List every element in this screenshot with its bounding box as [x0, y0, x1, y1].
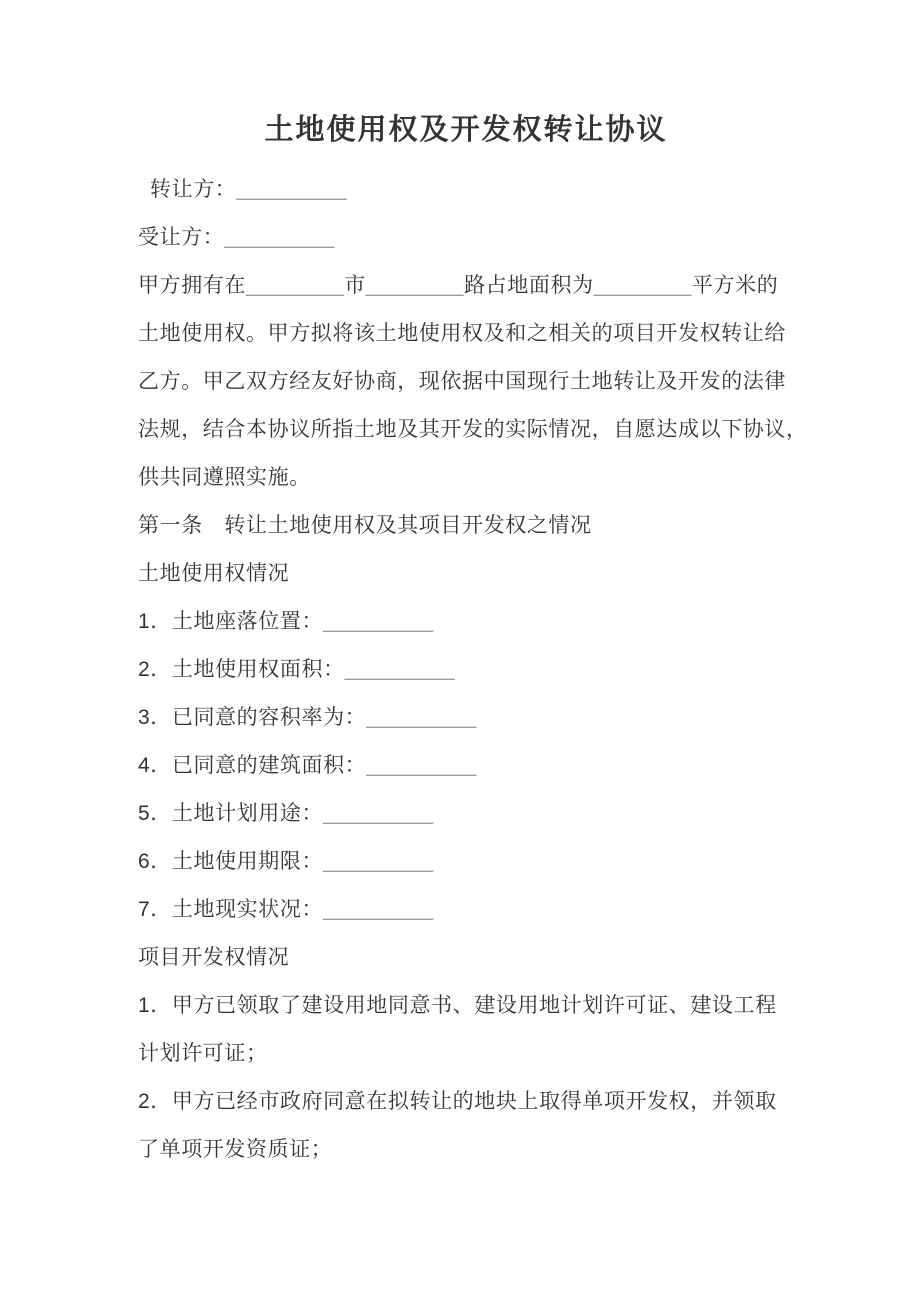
line-text: 5．土地计划用途：: [138, 802, 324, 825]
document-title: 土地使用权及开发权转让协议: [264, 114, 668, 146]
document-line: [138, 358, 808, 406]
document-line: [138, 550, 808, 598]
line-text: 平方米的: [691, 274, 779, 297]
line-text: 2．甲方已经市政府同意在拟转让的地块上取得单项开发权，并领取: [138, 1090, 777, 1113]
line-text: 市: [344, 274, 366, 297]
document-line: [138, 646, 808, 694]
line-text: 第一条 转让土地使用权及其项目开发权之情况: [138, 514, 592, 537]
line-text: 7．土地现实状况：: [138, 898, 324, 921]
document-line: [138, 694, 808, 742]
blank-underline: ________: [365, 274, 465, 297]
document-line: [138, 790, 808, 838]
blank-underline: ________: [246, 274, 345, 297]
line-text: 甲方拥有在: [138, 274, 246, 297]
line-text: 转让方：: [150, 178, 237, 201]
line-text: 1．土地座落位置：: [138, 610, 324, 633]
document-line: [138, 982, 808, 1030]
document-line: [138, 1126, 808, 1174]
document-line: [138, 262, 808, 310]
document-line: [138, 1030, 808, 1078]
document-line: [138, 838, 808, 886]
document-line: [138, 742, 808, 790]
line-text: 土地使用权。甲方拟将该土地使用权及和之相关的项目开发权转让给: [138, 322, 786, 345]
blank-underline: _________: [236, 178, 347, 201]
blank-underline: _________: [366, 754, 477, 777]
line-text: 路占地面积为: [464, 274, 594, 297]
line-text: 了单项开发资质证；: [138, 1138, 333, 1161]
blank-underline: _________: [366, 706, 477, 729]
document-line: [138, 166, 808, 214]
document-line: [138, 934, 808, 982]
line-text: 2．土地使用权面积：: [138, 658, 345, 681]
line-text: 乙方。甲乙双方经友好协商，现依据中国现行土地转让及开发的法律: [138, 370, 786, 393]
document-body: [138, 166, 808, 1174]
line-text: 受让方：: [138, 226, 225, 249]
line-text: 土地使用权情况: [138, 562, 290, 585]
document-line: [138, 214, 808, 262]
document-line: [138, 1078, 808, 1126]
line-text: 4．已同意的建筑面积：: [138, 754, 367, 777]
blank-underline: _________: [323, 802, 434, 825]
line-text: 计划许可证；: [138, 1042, 268, 1065]
blank-underline: _________: [344, 658, 456, 681]
line-text: 项目开发权情况: [138, 946, 290, 969]
blank-underline: _________: [323, 898, 434, 921]
blank-underline: _________: [323, 850, 434, 873]
line-text: 供共同遵照实施。: [138, 466, 311, 489]
document-line: [138, 886, 808, 934]
document-line: [138, 598, 808, 646]
document-line: [138, 310, 808, 358]
line-text: 法规，结合本协议所指土地及其开发的实际情况，自愿达成以下协议，: [138, 418, 808, 441]
blank-underline: _________: [224, 226, 335, 249]
blank-underline: _________: [323, 610, 434, 633]
document-line: [138, 502, 808, 550]
line-text: 6．土地使用期限：: [138, 850, 324, 873]
document-line: [138, 454, 808, 502]
document-line: [138, 406, 808, 454]
line-text: 1．甲方已领取了建设用地同意书、建设用地计划许可证、建设工程: [138, 994, 777, 1017]
blank-underline: ________: [593, 274, 692, 297]
line-text: 3．已同意的容积率为：: [138, 706, 367, 729]
